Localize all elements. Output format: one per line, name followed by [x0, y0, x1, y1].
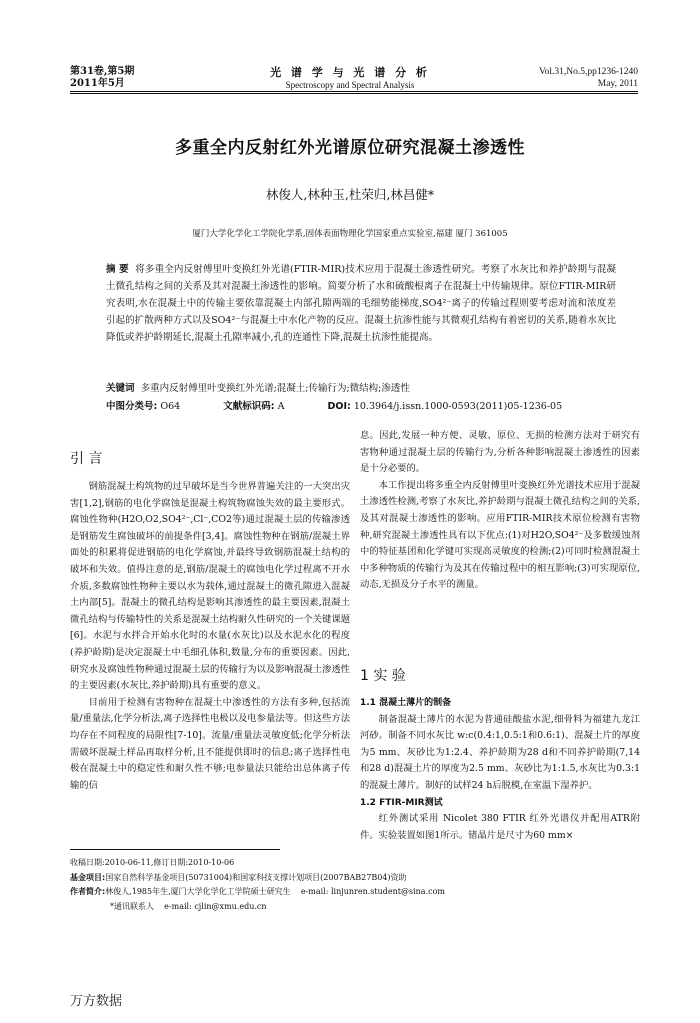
- author-bio: [70, 885, 640, 900]
- intro-heading: 引 言: [70, 451, 103, 467]
- abstract-text: 将多重全内反射傅里叶变换红外光谱(FTIR-MIR)技术应用于混凝土渗透性研究。考察了水灰比和养护龄期与混凝土微孔结构之间的关系及其对混凝土渗透性的影响。简要分析了水和硫酸根离子在混凝土中传输规律。原位FTIR-MIR研究表明,水在混凝土中的传输主要依靠混凝土内部孔隙两端的毛细势能梯度,SO4²⁻离子的传输过程则要考虑对流和浓度差引起的扩散两种方式以及SO4²⁻与混凝土中水化产物的反应。混凝土抗渗性能与其微观孔结构有着密切的关系,随着水灰比降低或养护龄期延长,混凝土孔隙率减小,孔的连通性下降,混凝土抗渗性能提高。: [106, 264, 616, 343]
- right-column: [360, 428, 640, 594]
- issue-volume-en: Vol.31,No.5,pp1236-1240: [538, 67, 638, 77]
- intro-paragraph-2: 目前用于检测有害物种在混凝土中渗透性的方法有多种,包括流量/重量法,化学分析法,离子选择性电极以及电参量法等。但这些方法均存在不同程度的局限性[7-10]。流量/重量法灵敏度低;化学分析法需破坏混凝土样品再取样分析,且不能提供即时的信息;离子选择性电极在混凝土中的稳定性和耐久性不够;电参量法只能给出总体离子传输的信: [70, 696, 350, 791]
- header-rule: [70, 91, 638, 92]
- bio-email: e-mail: linjunren.student@sina.com: [300, 887, 445, 896]
- corr-email: e-mail: cjlin@xmu.edu.cn: [164, 901, 267, 911]
- section-1-2-text: 红外测试采用 Nicolet 380 FTIR 红外光谱仪并配用ATR附件。实验装置如图1所示。锗晶片是尺寸为60 mm×: [360, 813, 640, 841]
- classification: [106, 398, 602, 412]
- issue-date-en: May, 2011: [597, 79, 638, 89]
- abstract-label: 摘 要: [106, 264, 129, 275]
- authors: 林俊人,林种玉,杜荣归,林昌健*: [265, 187, 435, 202]
- intro-paragraph-3: 息。因此,发展一种方便、灵敏、原位、无损的检测方法对于研究有害物种通过混凝土层的传输行为,分析各种影响混凝土渗透性的因素是十分必要的。: [360, 430, 640, 475]
- abstract: [106, 261, 616, 346]
- corr-label: *通讯联系人: [110, 901, 154, 911]
- journal-name-cn: 光 谱 学 与 光 谱 分 析: [270, 66, 430, 79]
- issue-date: 2011年5月: [70, 78, 125, 89]
- doc-code-label: 文献标识码:: [223, 401, 275, 412]
- journal-name-en: Spectroscopy and Spectral Analysis: [285, 80, 415, 90]
- keywords: [106, 380, 410, 394]
- section-1-1-text: 制备混凝土薄片的水泥为普通硅酸盐水泥,细骨料为福建九龙江河砂。制备不同水灰比 w:c(0.4:1,0.5:1和0.6:1)、混凝土片的厚度为5 mm、灰砂比为1:2.4、养护龄期为28 d和不同养护龄期(7,14和28 d)混凝土片的厚度为2.5 mm、灰砂比为1:1.5,水灰比为0.3:1的混凝土薄片。制好的试样24 h后脱模,在室温下湿养护。: [360, 713, 640, 791]
- fund-text: 国家自然科学基金项目(50731004)和国家科技支撑计划项目(2007BAB27B04)资助: [105, 872, 407, 882]
- corresponding-author: [70, 900, 640, 915]
- intro-paragraph-4: 本工作提出将多重全内反射傅里叶变换红外光谱技术应用于混凝土渗透性检测,考察了水灰比,养护龄期与混凝土微孔结构之间的关系,及其对混凝土渗透性的影响。应用FTIR-MIR技术原位检测有害物种,研究混凝土渗透性具有以下优点:(1)对H2O,SO4²⁻及多数缓蚀剂中的特征基团和化学键可实现高灵敏度的检测;(2)可同时检测混凝土中多种物质的传输行为及其在传输过程中的相互影响;(3)可实现原位,动态,无损及分子水平的测量。: [360, 479, 640, 591]
- issue-volume: 第31卷,第5期: [70, 66, 135, 77]
- watermark: 万方数据: [70, 994, 123, 1009]
- issue-info-en: [539, 66, 638, 90]
- paper-title: 多重全内反射红外光谱原位研究混凝土渗透性: [175, 138, 525, 158]
- keywords-text: 多重内反射傅里叶变换红外光谱;混凝土;传输行为;微结构;渗透性: [140, 383, 410, 394]
- doi-label: DOI:: [327, 401, 351, 412]
- intro-paragraph-1: 钢筋混凝土构筑物的过早破坏是当今世界普遍关注的一大突出灾害[1,2],钢筋的电化学腐蚀是混凝土构筑物腐蚀失效的最主要形式。腐蚀性物种(H2O,O2,SO4²⁻,Cl⁻,CO2等)通过混凝土层的传输渗透是钢筋发生腐蚀破坏的前提条件[3,4]。腐蚀性物种在钢筋/混凝土界面处的积累将促进钢筋的电化学腐蚀,并最终导致钢筋混凝土结构的破坏和失效。值得注意的是,钢筋/混凝土的腐蚀电化学过程离不开水介质,多数腐蚀性物种主要以水为载体,通过混凝土的微孔隙进入混凝土内部[5]。混凝土的微孔结构是影响其渗透性的最主要因素,混凝土微孔结构与传输特性的关系是混凝土结构耐久性研究的一个关键课题[6]。水泥与水拌合开始水化时的水量(水灰比)以及水泥水化的程度(养护龄期)是决定混凝土中毛细孔体积,数量,分布的重要因素。因此,研究水及腐蚀性物种通过混凝土层的传输行为以及影响混凝土渗透性的主要因素(水灰比,养护龄期)具有重要的意义。: [70, 481, 350, 692]
- clc-label: 中图分类号:: [106, 401, 158, 412]
- section-1-2-heading: 1.2 FTIR-MIR测试: [360, 797, 443, 808]
- left-column: [70, 479, 350, 794]
- received-date: 收稿日期:2010-06-11,修订日期:2010-10-06: [70, 858, 235, 867]
- clc-code: O64: [160, 401, 181, 412]
- fund-info: [70, 871, 640, 886]
- experiment-section: [360, 695, 640, 844]
- bio-text: 林俊人,1985年生,厦门大学化学化工学院硕士研究生: [105, 887, 291, 896]
- experiment-heading: 1 实 验: [360, 668, 406, 684]
- footnote-rule: [70, 849, 280, 850]
- bio-label: 作者简介:: [70, 887, 106, 896]
- section-1-1-heading: 1.1 混凝土薄片的制备: [360, 698, 452, 708]
- affiliation: 厦门大学化学化工学院化学系,固体表面物理化学国家重点实验室,福建 厦门 361005: [192, 229, 508, 239]
- fund-label: 基金项目:: [70, 872, 106, 882]
- keywords-label: 关键词: [106, 383, 135, 394]
- header-rule-thin: [70, 93, 638, 94]
- doc-code: A: [277, 401, 285, 412]
- doi: 10.3964/j.issn.1000-0593(2011)05-1236-05: [353, 401, 563, 412]
- footnotes: [70, 856, 640, 914]
